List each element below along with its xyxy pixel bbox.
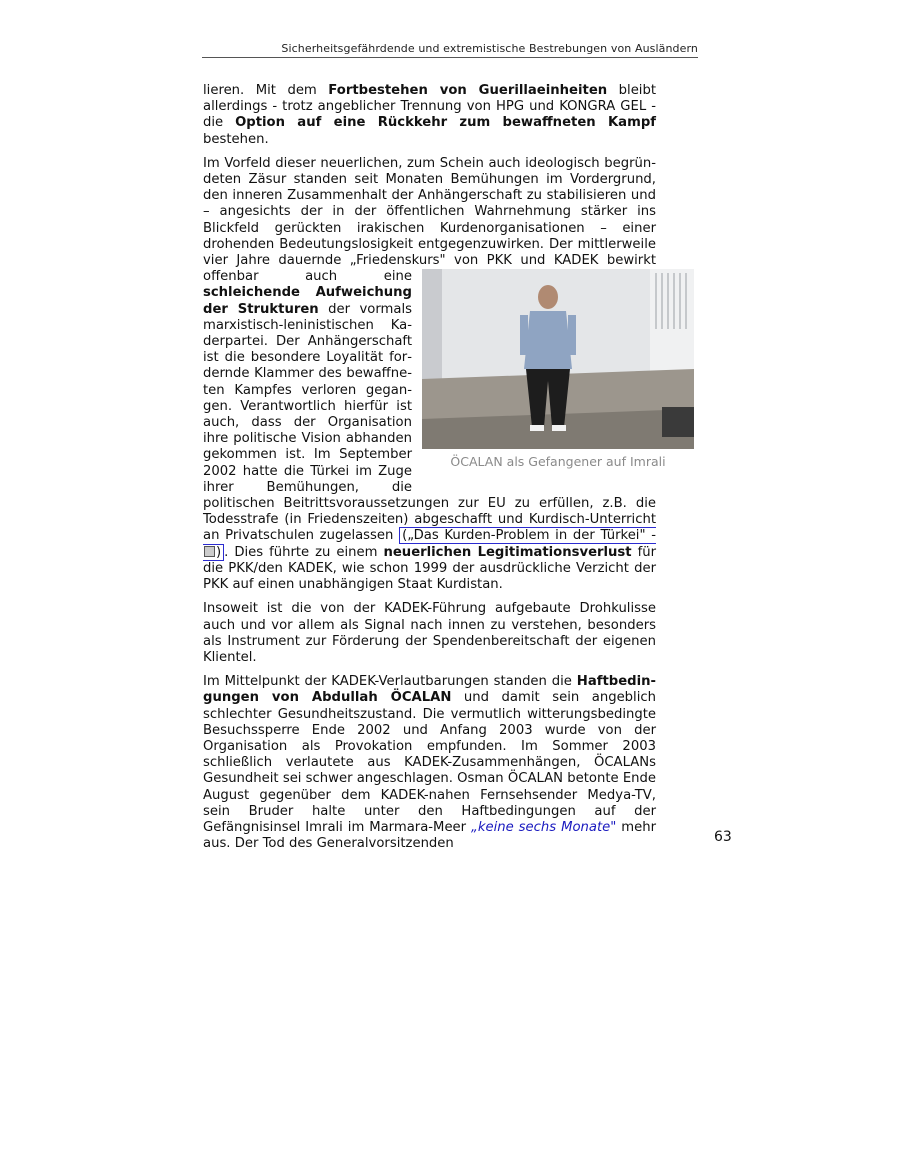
paragraph-2 [203, 155, 666, 593]
text-run: Insoweit ist die von der KADEK-Führung aufgebaute Drohkulisse auch und vor allem als Signal nach innen zu verstehen, besonders als Instrument zur Förderung der Spendenbereitschaft der eigenen Klientel. [203, 601, 656, 665]
text-run: und damit sein angeblich schlechter Gesundheitszustand. Die vermutlich witterungsbedingte Besuchssperre Ende 2002 und Anfang 2003 wurde von der Organisation als Provokation empfunden. Im Sommer 2003 schließlich verlautete aus KADEK-Zusammenhängen, ÖCALANs Gesundheit sei schwer angeschlagen. Osman ÖCALAN betonte Ende August gegenüber dem KADEK-nahen Fernsehsender Medya-TV, sein Bruder halte unter den Haftbedingungen auf der Gefängnisinsel Imrali im Marmara-Meer [203, 690, 656, 835]
bold-phrase: Haftbedingungen von Abdullah ÖCALAN [203, 674, 656, 706]
page-number: 63 [714, 829, 732, 845]
article-body [203, 83, 666, 860]
running-header: Sicherheitsgefährdende und extremistische Bestrebungen von Ausländern [281, 42, 698, 55]
document-icon [204, 546, 215, 557]
paragraph-4 [203, 674, 656, 852]
text-run: bleibt allerdings - trotz angeblicher Trennung von HPG und KONGRA GEL - die [203, 83, 657, 131]
text-run: mehr aus. Der Tod des Generalvorsitzenden [203, 819, 657, 852]
link-text-end: ) [216, 544, 222, 560]
text-run: Im Vorfeld dieser neuerlichen, zum Schein auch ideologisch begründeten Zäsur standen seit Monaten Bemühungen im Vordergrund, den inneren Zusammenhalt der Anhängerschaft zu stabilisieren und – angesichts der in der öffentlichen Wahrnehmung stärker ins Blickfeld gerückten irakischen Kurdenorganisationen – einer drohenden Bedeutungslosigkeit entgegenzuwirken. Der mittlerweile vier Jahre dauernde „Friedenskurs" von PKK und KADEK bewirkt offenbar auch eine [203, 155, 656, 285]
paragraph-1 [203, 83, 656, 148]
paragraph-3 [203, 601, 656, 666]
text-run: bestehen. [203, 131, 269, 147]
quote-highlight: „keine sechs Monate" [471, 819, 617, 835]
text-run: für die PKK/den KADEK, wie schon 1999 der ausdrückliche Verzicht der PKK auf einen unabhängigen Staat Kurdistan. [203, 544, 656, 593]
figure [422, 269, 698, 495]
text-run: der vormals marxistisch-leninistischen Kaderpartei. Der Anhängerschaft ist die besondere Loyalität fordernde Klammer des bewaffneten Kampfes verloren gegangen. Verantwortlich hierfür ist auch, dass der Organisation ihre politische Vision abhanden gekommen ist. Im September 2002 hatte die Türkei im Zuge ihrer Bemühungen, die politischen Beitrittsvoraussetzungen zur EU zu erfüllen, z.B. die Todesstrafe (in Friedenszeiten) abgeschafft und Kurdisch-Unterricht an Privatschulen zugelassen [203, 301, 656, 544]
text-run: Im Mittelpunkt der KADEK-Verlautbarungen standen die [203, 674, 577, 690]
text-run: . Dies führte zu einem [224, 544, 384, 560]
photo-illustration [422, 269, 694, 449]
header-divider [202, 57, 698, 58]
bold-phrase: neuerlichen Legitimationsverlust [383, 544, 632, 560]
prisoner-photo [422, 269, 694, 449]
text-run: lieren. Mit dem [203, 83, 329, 98]
bold-phrase: schleichende Aufweichung der Strukturen [203, 285, 412, 317]
bold-phrase: Fortbestehen von Guerillaeinheiten [328, 83, 608, 98]
figure-caption: ÖCALAN als Gefangener auf Imrali [450, 454, 666, 470]
link-text: („Das Kurden-Problem in der Türkei" - [402, 528, 656, 544]
bold-phrase: Option auf eine Rückkehr zum bewaffneten Kampf [235, 115, 656, 131]
